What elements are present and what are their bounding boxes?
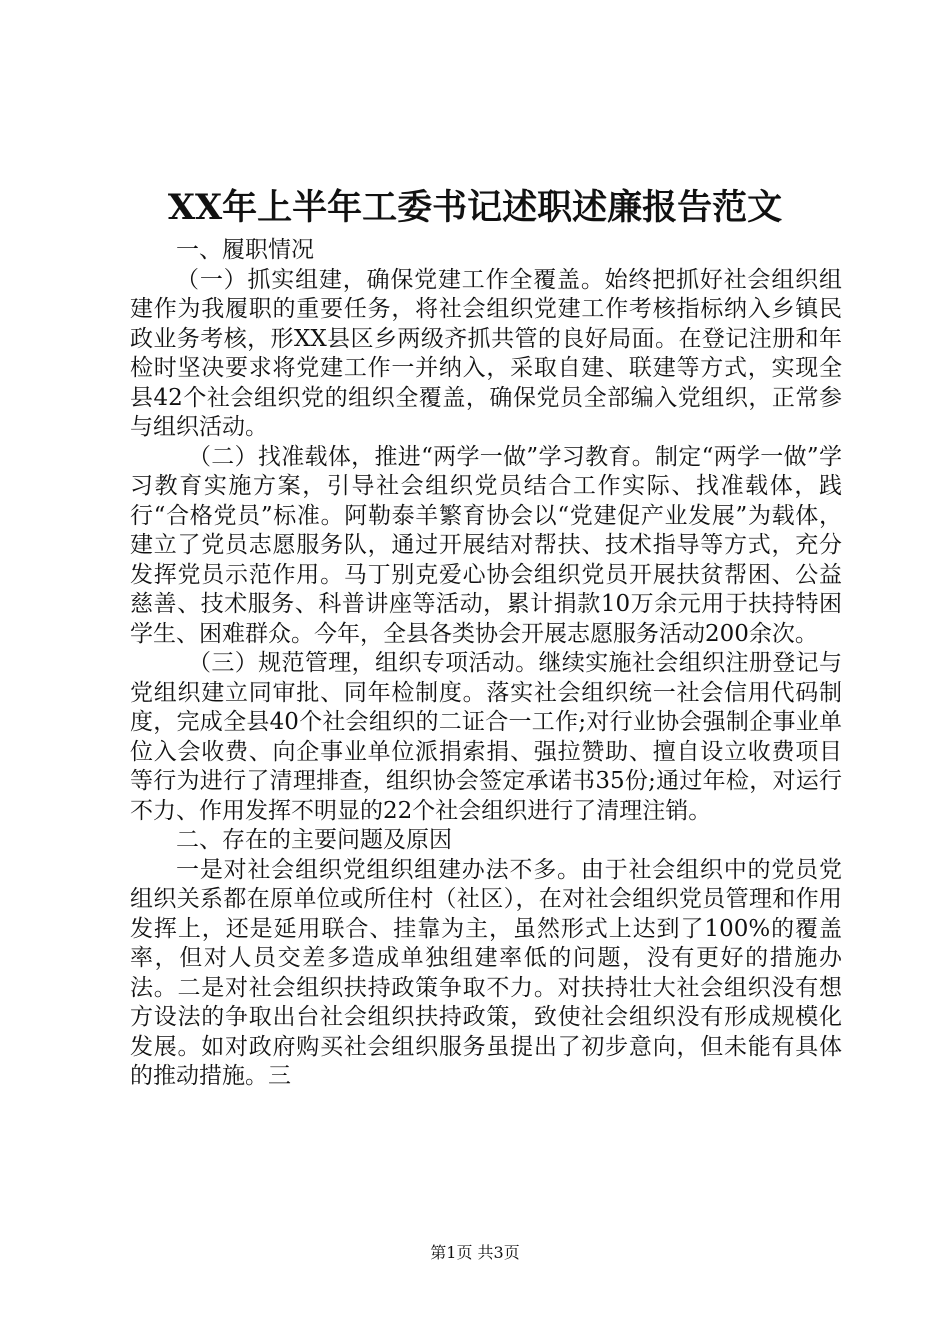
page-number-footer: 第1页 共3页: [430, 1243, 520, 1262]
document-title: XX年上半年工委书记述职述廉报告范文: [167, 187, 783, 228]
paragraph-1: （一）抓实组建，确保党建工作全覆盖。始终把抓好社会组织组建作为我履职的重要任务，将社会组织党建工作考核指标纳入乡镇民政业务考核，形XX县区乡两级齐抓共管的良好局面。在登记注册和年检时坚决要求将党建工作一并纳入，采取自建、联建等方式，实现全县42个社会组织党的组织全覆盖，确保党员全部编入党组织，正常参与组织活动。: [130, 266, 842, 440]
document-body: [130, 236, 842, 1092]
section-heading-1: 一、履职情况: [176, 237, 314, 263]
section-heading-2: 二、存在的主要问题及原因: [176, 827, 452, 853]
paragraph-4: 一是对社会组织党组织组建办法不多。由于社会组织中的党员党组织关系都在原单位或所住村（社区），在对社会组织党员管理和作用发挥上，还是延用联合、挂靠为主，虽然形式上达到了100%的覆盖率，但对人员交差多造成单独组建率低的问题，没有更好的措施办法。二是对社会组织扶持政策争取不力。对扶持壮大社会组织没有想方设法的争取出台社会组织扶持政策，致使社会组织没有形成规模化发展。如对政府购买社会组织服务虽提出了初步意向，但未能有具体的推动措施。三: [130, 856, 842, 1089]
paragraph-2: （二）找准载体，推进“两学一做”学习教育。制定“两学一做”学习教育实施方案，引导社会组织党员结合工作实际、找准载体，践行“合格党员”标准。阿勒泰羊繁育协会以“党建促产业发展”为载体，建立了党员志愿服务队，通过开展结对帮扶、技术指导等方式，充分发挥党员示范作用。马丁别克爱心协会组织党员开展扶贫帮困、公益慈善、技术服务、科普讲座等活动，累计捐款10万余元用于扶持特困学生、困难群众。今年，全县各类协会开展志愿服务活动200余次。: [130, 443, 842, 647]
paragraph-3: （三）规范管理，组织专项活动。继续实施社会组织注册登记与党组织建立同审批、同年检制度。落实社会组织统一社会信用代码制度，完成全县40个社会组织的二证合一工作;对行业协会强制企事业单位入会收费、向企事业单位派捐索捐、强拉赞助、擅自设立收费项目等行为进行了清理排查，组织协会签定承诺书35份;通过年检，对运行不力、作用发挥不明显的22个社会组织进行了清理注销。: [130, 650, 842, 824]
